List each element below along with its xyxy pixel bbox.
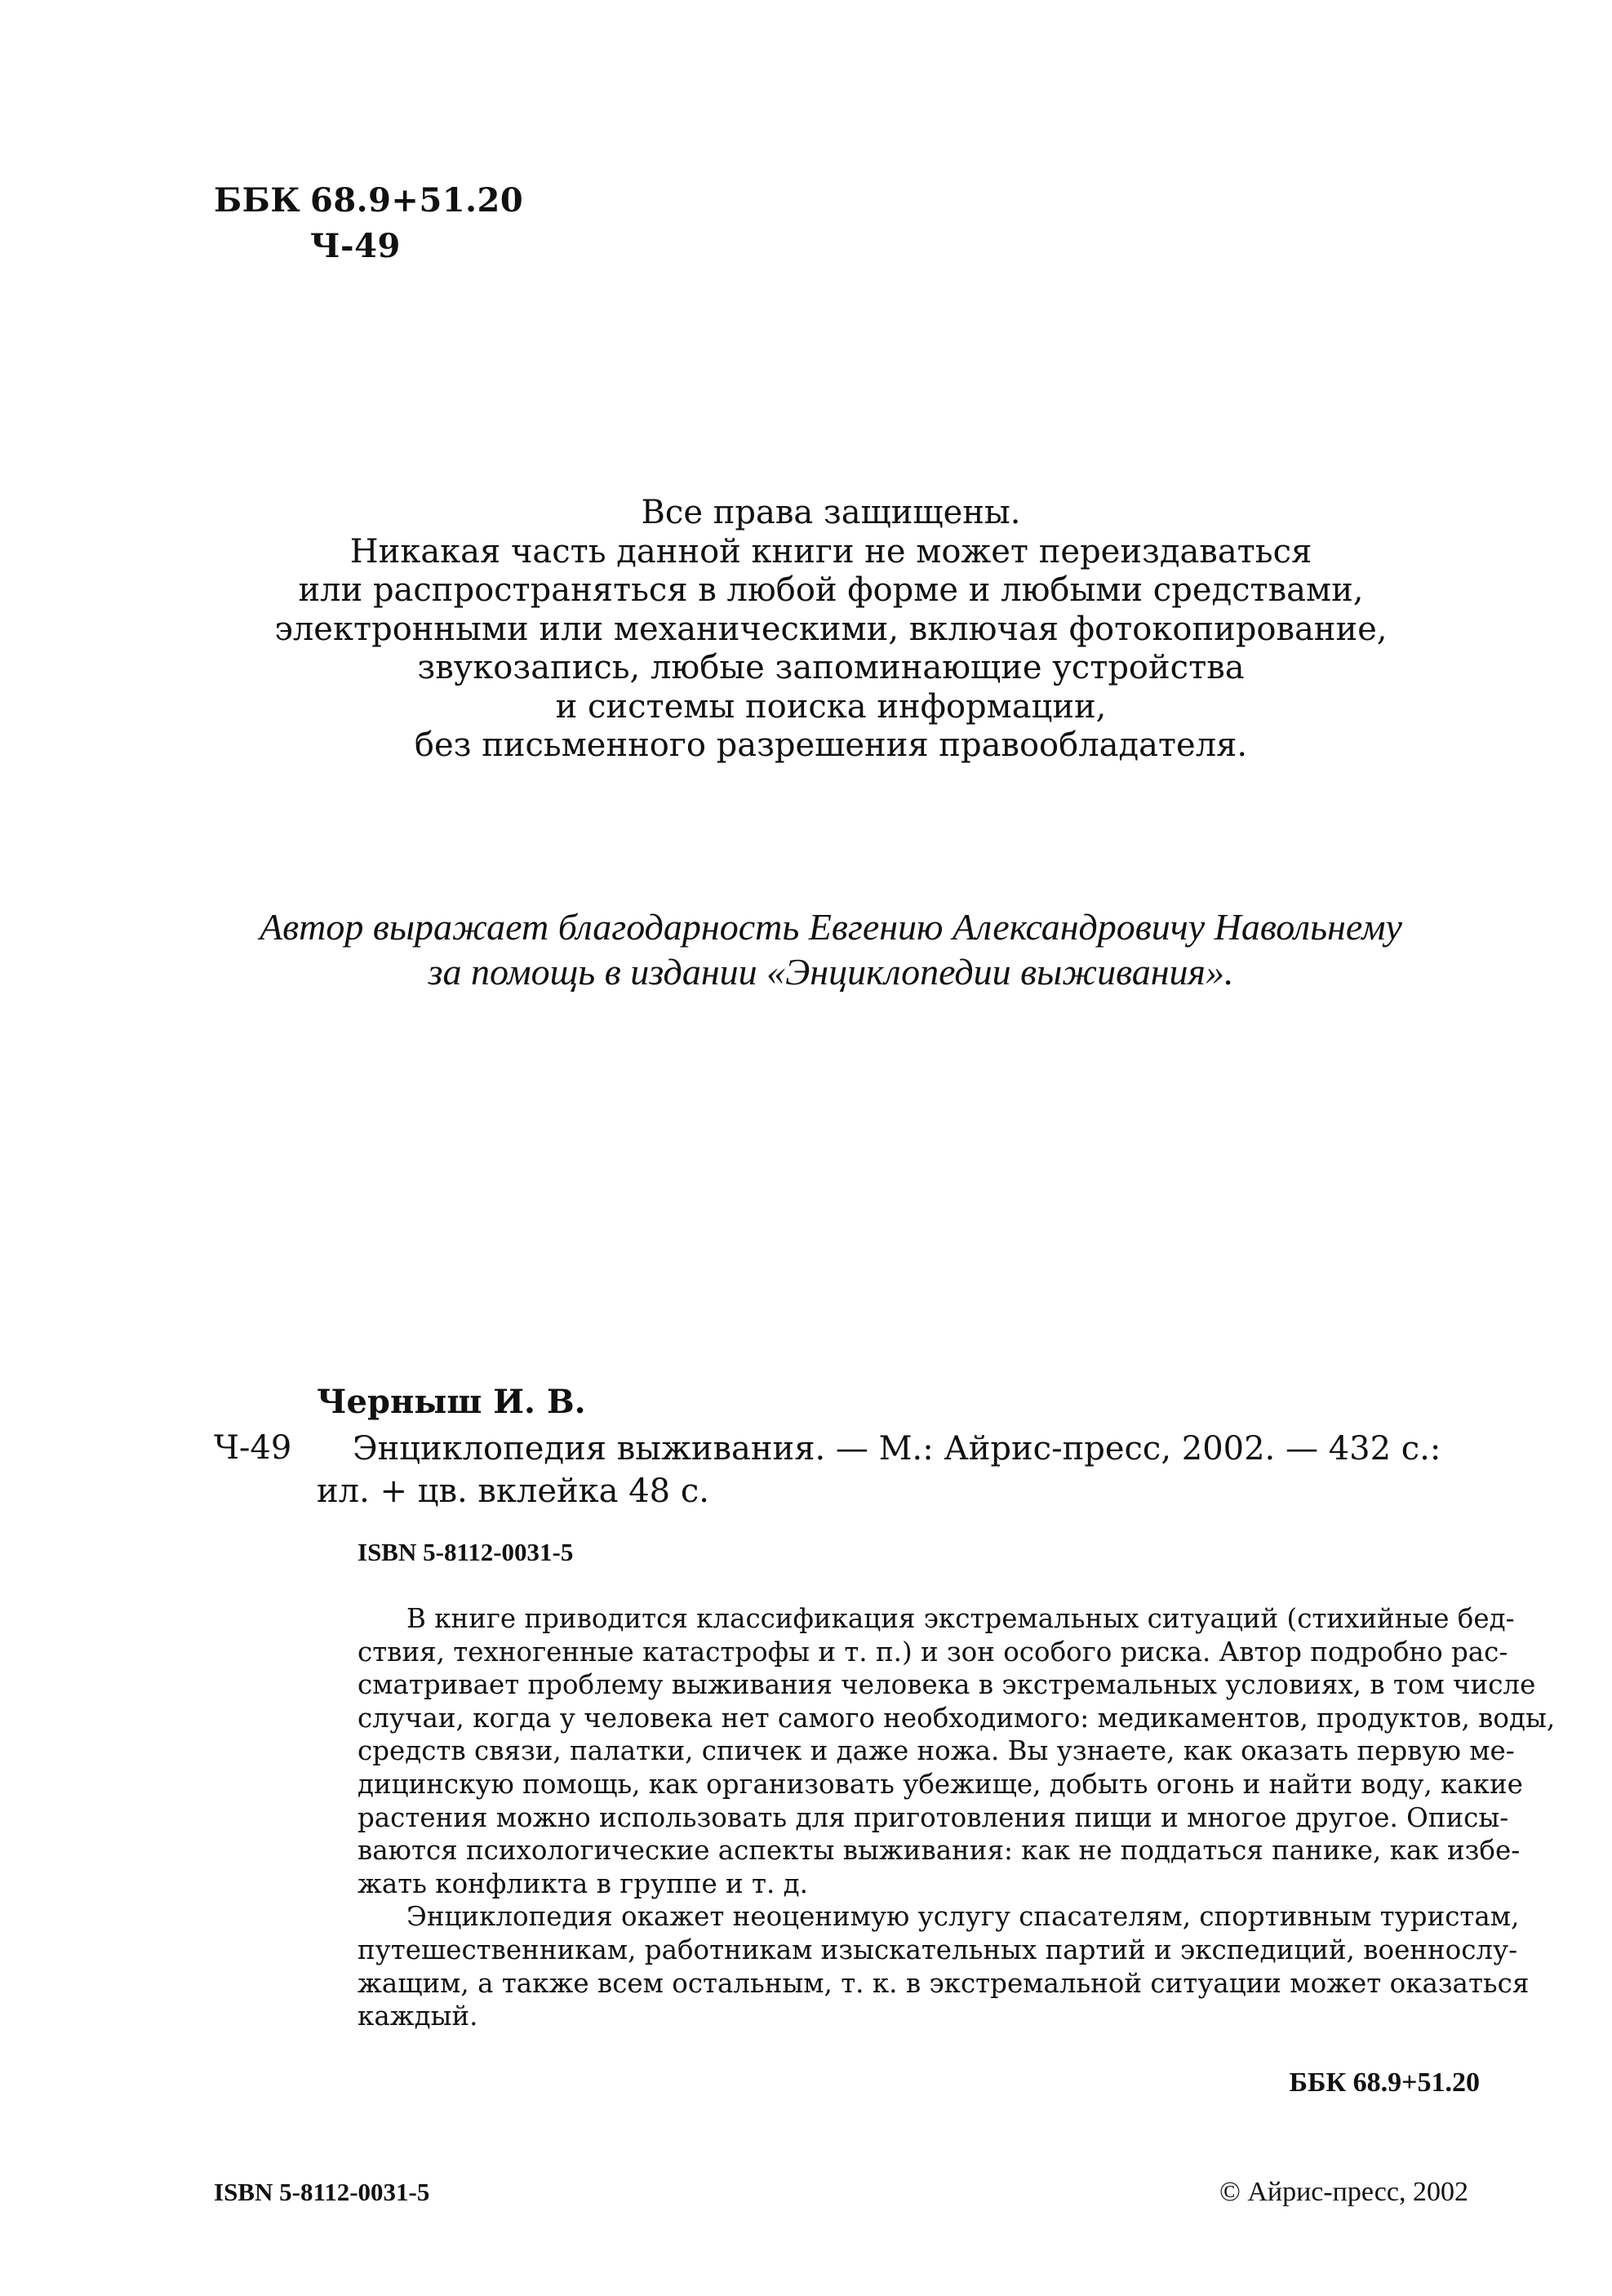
rights-line: электронными или механическими, включая фотокопирование, <box>274 610 1388 648</box>
author-sign: Ч-49 <box>310 227 401 265</box>
annotation-line: жащим, а также всем остальным, т. к. в экстремальной ситуации может оказаться <box>357 1967 1530 1999</box>
card-title <box>317 1428 1485 1512</box>
annotation-line: Энциклопедия окажет неоценимую услугу спасателям, спортивным туристам, <box>406 1901 1520 1933</box>
annotation-line: растения можно использовать для приготовления пищи и многое другое. Описы- <box>357 1801 1509 1833</box>
annotation-line: ваются психологические аспекты выживания: как не поддаться панике, как избе- <box>357 1835 1521 1867</box>
annotation-line: средств связи, палатки, спичек и даже ножа. Вы узнаете, как оказать первую ме- <box>357 1735 1515 1767</box>
card-title-line: Энциклопедия выживания. — М.: Айрис-пресс, 2002. — 432 с.: <box>353 1430 1441 1468</box>
footer-isbn: ISBN 5-8112-0031-5 <box>214 2178 430 2206</box>
annotation-line: сматривает проблему выживания человека в экстремальных условиях, в том числе <box>357 1669 1536 1701</box>
annotation-line: случаи, когда у человека нет самого необходимого: медикаментов, продуктов, воды, <box>357 1702 1556 1734</box>
acknowledgement-line: Автор выражает благодарность Евгению Александровичу Навольнему <box>260 906 1402 948</box>
card-code: Ч-49 <box>214 1429 292 1467</box>
rights-line: Все права защищены. <box>641 494 1021 531</box>
footer-bbk: ББК 68.9+51.20 <box>1289 2067 1480 2098</box>
rights-line: Никакая часть данной книги не может переиздаваться <box>349 532 1312 571</box>
rights-line: или распространяться в любой форме и любыми средствами, <box>298 571 1364 609</box>
rights-line: без письменного разрешения правообладателя. <box>414 726 1248 764</box>
annotation-line: путешественникам, работникам изыскательных партий и экспедиций, военнослу- <box>357 1934 1518 1965</box>
bbk-header <box>214 178 523 269</box>
rights-line: звукозапись, любые запоминающие устройства <box>417 649 1245 686</box>
bbk-label: ББК <box>214 181 301 220</box>
annotation <box>357 1602 1556 2033</box>
bbk-code: 68.9+51.20 <box>310 181 524 220</box>
card-isbn: ISBN 5-8112-0031-5 <box>357 1538 574 1566</box>
annotation-line: В книге приводится классификация экстремальных ситуаций (стихийные бед- <box>406 1603 1515 1634</box>
annotation-line: ствия, техногенные катастрофы и т. п.) и зон особого риска. Автор подробно рас- <box>357 1636 1508 1668</box>
annotation-line: дицинскую помощь, как организовать убежище, добыть огонь и найти воду, какие <box>357 1768 1523 1800</box>
acknowledgement-line: за помощь в издании «Энциклопедии выживания». <box>428 951 1234 993</box>
card-title-line: ил. + цв. вклейка 48 с. <box>317 1472 709 1510</box>
rights-line: и системы поиска информации, <box>555 687 1107 726</box>
annotation-line: жать конфликта в группе и т. д. <box>357 1867 809 1899</box>
rights-notice <box>214 494 1448 766</box>
annotation-line: каждый. <box>357 2001 478 2032</box>
footer-copyright: © Айрис-пресс, 2002 <box>1219 2177 1468 2207</box>
card-author: Черныш И. В. <box>317 1383 586 1421</box>
acknowledgement <box>214 904 1448 994</box>
